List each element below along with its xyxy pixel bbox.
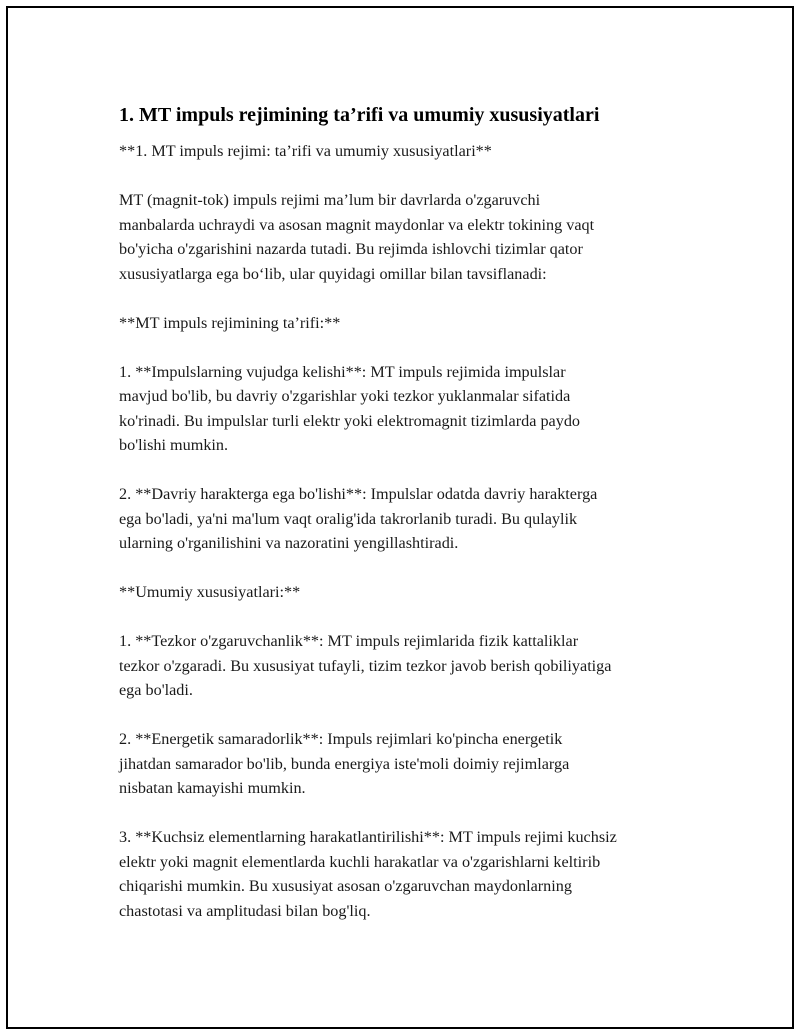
paragraph-feature-3: 3. **Kuchsiz elementlarning harakatlantirilishi**: MT impuls rejimi kuchsiz elektr yoki magnit elementlarda kuchli harakatlar va o'zgarishlarni keltirib chiqarishi mumkin. Bu xususiyat asosan o'zgaruvchan maydonlarning chastotasi va amplitudasi bilan bog'liq. [119,828,617,920]
paragraph-heading: **1. MT impuls rejimi: ta’rifi va umumiy xususiyatlari** [119,142,492,160]
paragraph-features-heading: **Umumiy xususiyatlari:** [119,583,301,601]
paragraph-intro: MT (magnit-tok) impuls rejimi ma’lum bir davrlarda o'zgaruvchi manbalarda uchraydi va asosan magnit maydonlar va elektr tokining vaqt bo'yicha o'zgarishini nazarda tutadi. Bu rejimda ishlovchi tizimlar qator xususiyatlarga ega bo‘lib, ular quyidagi omillar bilan tavsiflanadi: [119,191,595,283]
document-title: 1. MT impuls rejimining ta’rifi va umumiy xususiyatlari [119,104,600,126]
paragraph-feature-2: 2. **Energetik samaradorlik**: Impuls rejimlari ko'pincha energetik jihatdan samarador bo'lib, bunda energiya iste'moli doimiy rejimlarga nisbatan kamayishi mumkin. [119,730,570,797]
paragraph-definition-1: 1. **Impulslarning vujudga kelishi**: MT impuls rejimida impulslar mavjud bo'lib, bu davriy o'zgarishlar yoki tezkor yuklanmalar sifatida ko'rinadi. Bu impulslar turli elektr yoki elektromagnit tizimlarda paydo bo'lishi mumkin. [119,362,581,454]
document-page [6,6,794,1029]
paragraph-feature-1: 1. **Tezkor o'zgaruvchanlik**: MT impuls rejimlarida fizik kattaliklar tezkor o'zgaradi. Bu xususiyat tufayli, tizim tezkor javob berish qobiliyatiga ega bo'ladi. [119,632,612,699]
paragraph-definition-heading: **MT impuls rejimining ta’rifi:** [119,313,341,332]
document-content [119,100,709,948]
paragraph-definition-2: 2. **Davriy harakterga ega bo'lishi**: Impulslar odatda davriy harakterga ega bo'ladi, ya'ni ma'lum vaqt oralig'ida takrorlanib turadi. Bu qulaylik ularning o'rganilishini va nazoratini yengillashtiradi. [119,485,598,552]
